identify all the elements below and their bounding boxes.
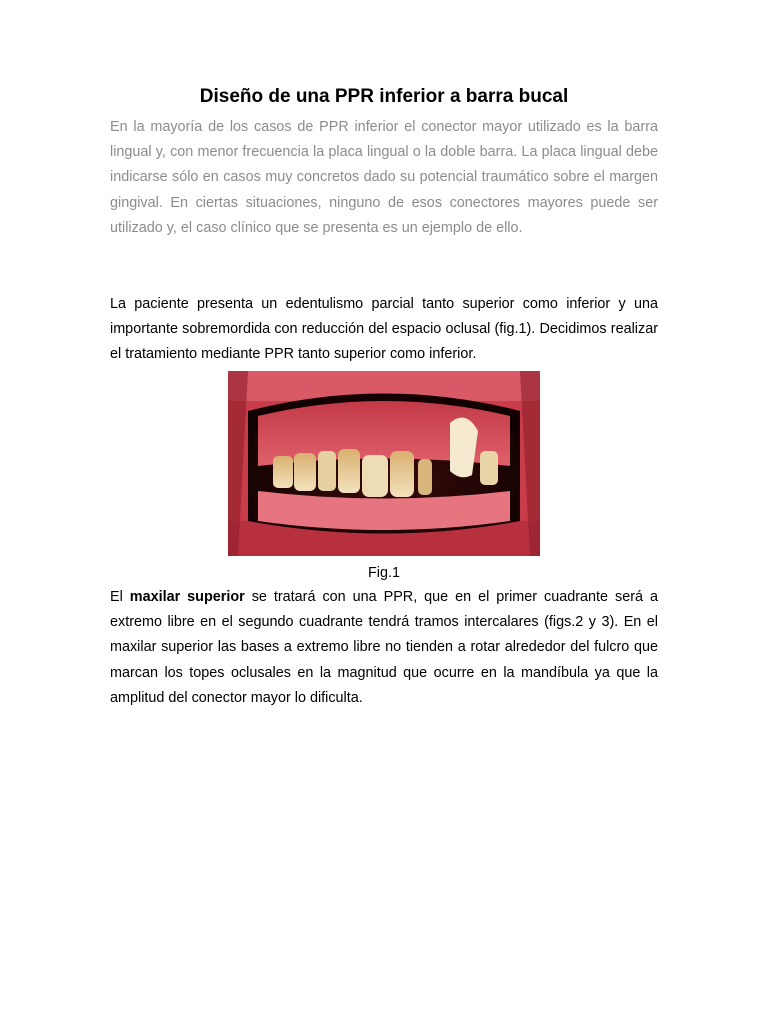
dental-photo (228, 371, 540, 556)
dental-photo-figure (228, 371, 540, 556)
maxilar-rest: se tratará con una PPR, que en el primer cuadrante será a extremo libre en el segundo cuadrante tendrá tramos intercalares (figs.2 y 3). En el maxilar superior las bases a extremo libre no tienden a rotar alrededor del fulcro que marcan los topes oclusales en la magnitud que ocurre en la mandíbula ya que la amplitud del conector mayor lo dificulta. (110, 589, 658, 706)
maxilar-paragraph (110, 585, 658, 711)
maxilar-bold-term: maxilar superior (129, 589, 245, 605)
intro-paragraph: En la mayoría de los casos de PPR inferior el conector mayor utilizado es la barra lingual y, con menor frecuencia la placa lingual o la doble barra. La placa lingual debe indicarse sólo en casos muy concretos dado su potencial traumático sobre el margen gingival. En ciertas situaciones, ninguno de esos conectores mayores puede ser utilizado y, el caso clínico que se presenta es un ejemplo de ello. (110, 119, 658, 236)
case-paragraph: La paciente presenta un edentulismo parcial tanto superior como inferior y una importante sobremordida con reducción del espacio oclusal (fig.1). Decidimos realizar el tratamiento mediante PPR tanto superior como inferior. (110, 296, 658, 363)
maxilar-lead: El (110, 589, 130, 605)
document-title: Diseño de una PPR inferior a barra bucal (199, 86, 569, 107)
figure-caption: Fig.1 (368, 565, 400, 581)
